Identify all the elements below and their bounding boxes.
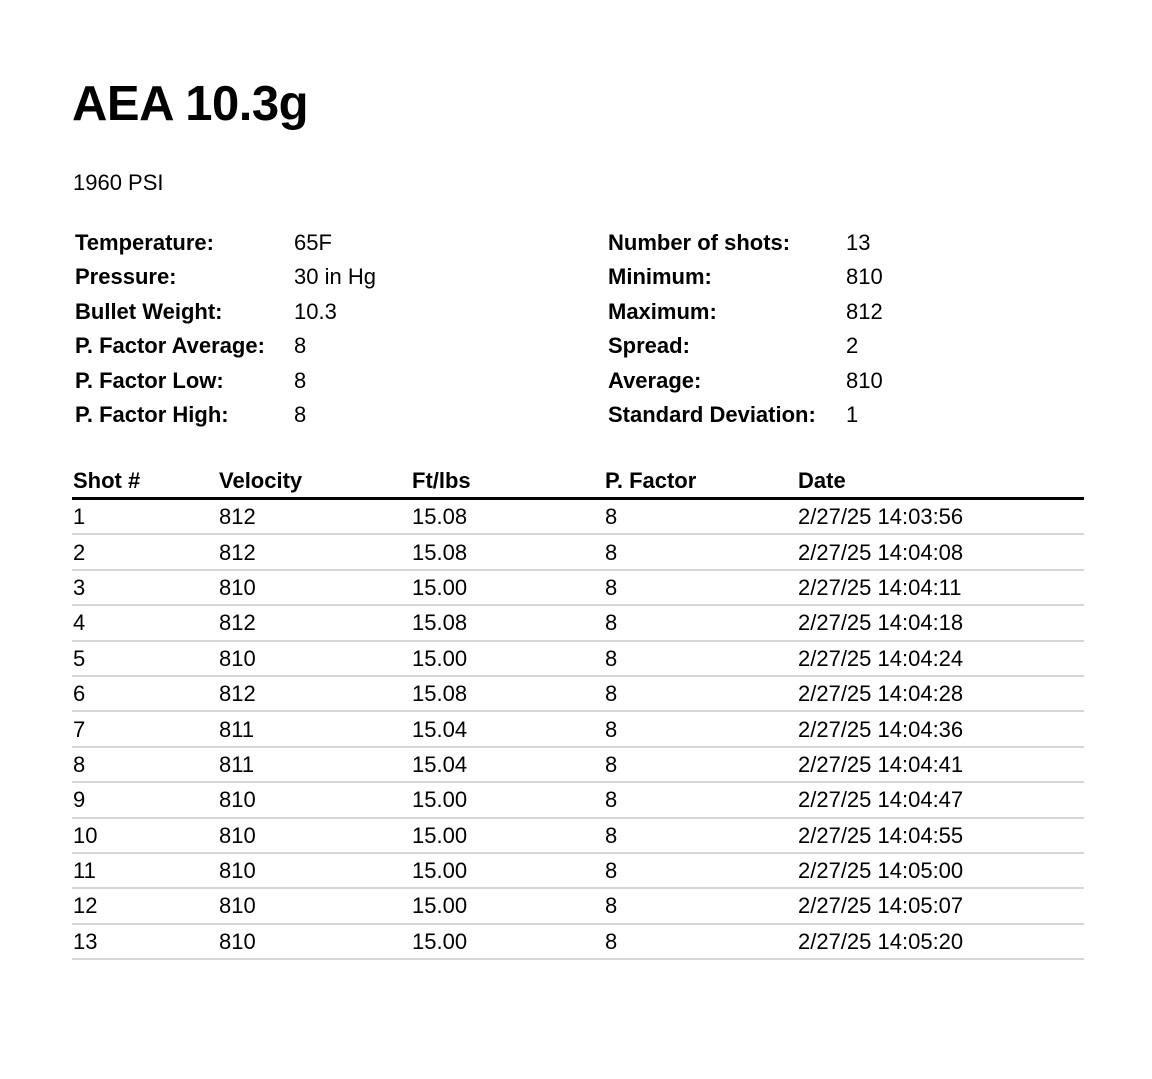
cell-velocity: 810: [218, 924, 411, 959]
stat-value: 30 in Hg: [294, 264, 376, 290]
stat-label: P. Factor Low:: [75, 367, 224, 393]
cell-velocity: 812: [218, 605, 411, 640]
page-title: AEA 10.3g: [72, 77, 309, 131]
cell-ft-lbs: 15.08: [411, 499, 604, 535]
stat-label: Temperature:: [75, 230, 214, 255]
stat-label: Number of shots:: [608, 230, 791, 255]
cell-shot-number: 10: [72, 818, 218, 853]
cell-p-factor: 8: [604, 641, 797, 676]
cell-velocity: 810: [218, 888, 411, 923]
cell-p-factor: 8: [604, 747, 797, 782]
cell-shot-number: 9: [72, 782, 218, 817]
cell-ft-lbs: 15.00: [411, 818, 604, 853]
cell-shot-number: 7: [72, 711, 218, 746]
cell-velocity: 812: [218, 676, 411, 711]
cell-velocity: 812: [218, 499, 411, 535]
cell-ft-lbs: 15.00: [411, 782, 604, 817]
cell-ft-lbs: 15.00: [411, 641, 604, 676]
cell-ft-lbs: 15.00: [411, 888, 604, 923]
table-row: [72, 534, 1084, 569]
cell-p-factor: 8: [604, 782, 797, 817]
cell-shot-number: 4: [72, 605, 218, 640]
cell-date: 2/27/25 14:05:00: [797, 853, 1084, 888]
cell-velocity: 811: [218, 747, 411, 782]
cell-date: 2/27/25 14:05:20: [797, 924, 1084, 959]
stat-label: Bullet Weight:: [75, 298, 223, 324]
stat-value: 8: [294, 333, 307, 359]
cell-p-factor: 8: [604, 924, 797, 959]
stat-value: 812: [846, 298, 883, 324]
stat-value: 8: [294, 401, 307, 427]
cell-velocity: 810: [218, 782, 411, 817]
stat-label: Average:: [608, 367, 702, 393]
table-header-row: [72, 464, 1084, 499]
table-row: [72, 499, 1084, 535]
cell-ft-lbs: 15.08: [411, 605, 604, 640]
cell-p-factor: 8: [604, 605, 797, 640]
cell-ft-lbs: 15.04: [411, 711, 604, 746]
stat-value: 8: [294, 367, 307, 393]
cell-velocity: 811: [218, 711, 411, 746]
table-row: [72, 605, 1084, 640]
table-row: [72, 570, 1084, 605]
cell-p-factor: 8: [604, 676, 797, 711]
stat-value: 810: [846, 264, 883, 290]
stat-value: 2: [846, 333, 859, 359]
stat-value: 810: [846, 367, 883, 393]
cell-ft-lbs: 15.04: [411, 747, 604, 782]
cell-date: 2/27/25 14:04:24: [797, 641, 1084, 676]
cell-ft-lbs: 15.00: [411, 853, 604, 888]
cell-shot-number: 3: [72, 570, 218, 605]
table-row: [72, 711, 1084, 746]
cell-date: 2/27/25 14:05:07: [797, 888, 1084, 923]
cell-ft-lbs: 15.00: [411, 570, 604, 605]
cell-date: 2/27/25 14:04:28: [797, 676, 1084, 711]
table-row: [72, 676, 1084, 711]
stat-value: 13: [846, 230, 871, 255]
stat-value: 65F: [294, 230, 332, 255]
cell-velocity: 810: [218, 570, 411, 605]
cell-date: 2/27/25 14:04:11: [797, 570, 1084, 605]
cell-shot-number: 5: [72, 641, 218, 676]
cell-date: 2/27/25 14:03:56: [797, 499, 1084, 535]
cell-velocity: 810: [218, 641, 411, 676]
cell-p-factor: 8: [604, 853, 797, 888]
header-velocity: Velocity: [218, 464, 411, 499]
shots-table: [72, 464, 1084, 960]
cell-velocity: 812: [218, 534, 411, 569]
table-row: [72, 782, 1084, 817]
cell-date: 2/27/25 14:04:41: [797, 747, 1084, 782]
stat-value: 1: [846, 401, 859, 427]
cell-p-factor: 8: [604, 818, 797, 853]
cell-shot-number: 2: [72, 534, 218, 569]
cell-ft-lbs: 15.08: [411, 534, 604, 569]
cell-p-factor: 8: [604, 570, 797, 605]
header-p-factor: P. Factor: [604, 464, 797, 499]
stat-label: P. Factor Average:: [75, 333, 265, 359]
table-row: [72, 641, 1084, 676]
table-row: [72, 888, 1084, 923]
header-date: Date: [797, 464, 1084, 499]
table-row: [72, 818, 1084, 853]
cell-ft-lbs: 15.00: [411, 924, 604, 959]
cell-date: 2/27/25 14:04:47: [797, 782, 1084, 817]
page-subtitle: 1960 PSI: [73, 170, 164, 195]
cell-date: 2/27/25 14:04:08: [797, 534, 1084, 569]
cell-ft-lbs: 15.08: [411, 676, 604, 711]
cell-date: 2/27/25 14:04:55: [797, 818, 1084, 853]
stat-label: Maximum:: [608, 298, 717, 324]
stat-label: Standard Deviation:: [608, 401, 816, 427]
stat-label: P. Factor High:: [75, 401, 229, 427]
stat-label: Minimum:: [608, 264, 712, 290]
cell-shot-number: 8: [72, 747, 218, 782]
header-shot-number: Shot #: [72, 464, 218, 499]
header-ft-lbs: Ft/lbs: [411, 464, 604, 499]
stat-value: 10.3: [294, 298, 337, 324]
cell-p-factor: 8: [604, 499, 797, 535]
cell-shot-number: 6: [72, 676, 218, 711]
stat-label: Spread:: [608, 333, 690, 359]
cell-shot-number: 1: [72, 499, 218, 535]
cell-date: 2/27/25 14:04:36: [797, 711, 1084, 746]
cell-p-factor: 8: [604, 888, 797, 923]
cell-shot-number: 11: [72, 853, 218, 888]
cell-date: 2/27/25 14:04:18: [797, 605, 1084, 640]
cell-velocity: 810: [218, 853, 411, 888]
table-row: [72, 747, 1084, 782]
cell-p-factor: 8: [604, 534, 797, 569]
cell-p-factor: 8: [604, 711, 797, 746]
cell-shot-number: 12: [72, 888, 218, 923]
table-row: [72, 853, 1084, 888]
stat-label: Pressure:: [75, 264, 177, 290]
cell-velocity: 810: [218, 818, 411, 853]
table-row: [72, 924, 1084, 959]
cell-shot-number: 13: [72, 924, 218, 959]
